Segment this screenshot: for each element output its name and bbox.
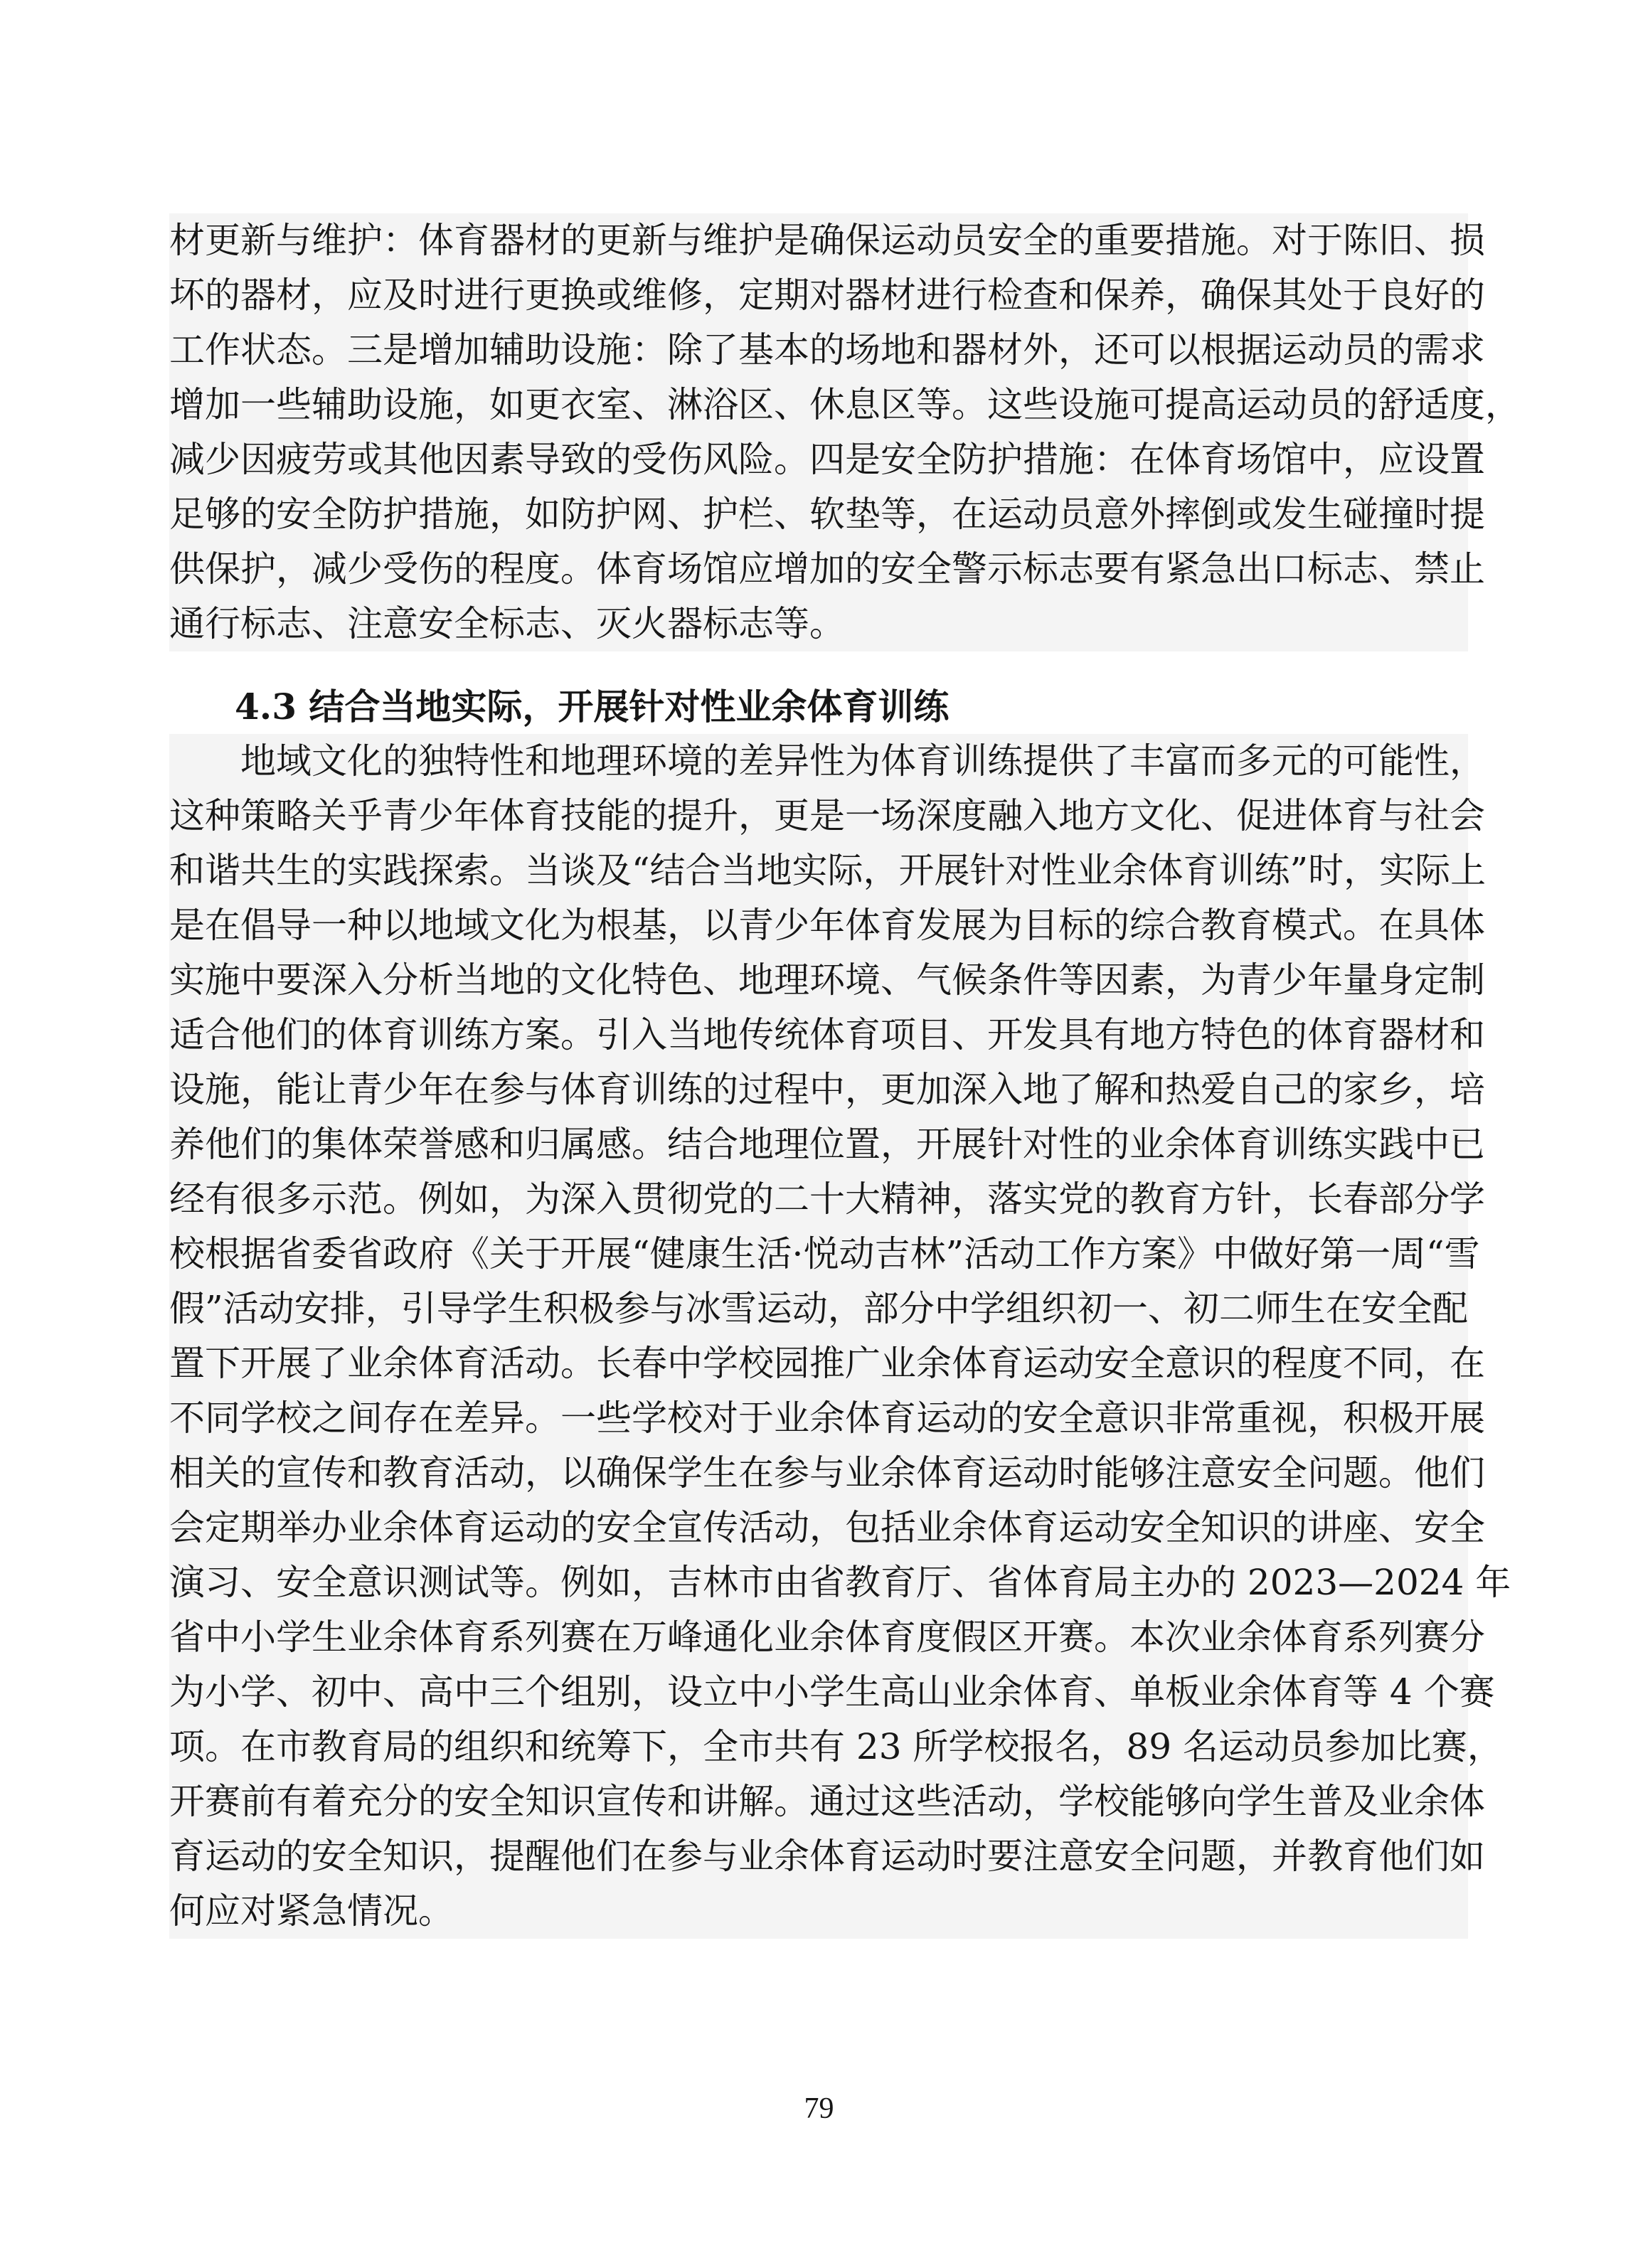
text-line: 育运动的安全知识，提醒他们在参与业余体育运动时要注意安全问题，并教育他们如: [169, 1836, 1485, 1877]
text-line: 置下开展了业余体育活动。长春中学校园推广业余体育运动安全意识的程度不同，在: [169, 1343, 1485, 1384]
text-line: 足够的安全防护措施，如防护网、护栏、软垫等，在运动员意外摔倒或发生碰撞时提: [169, 494, 1485, 535]
text-line: 是在倡导一种以地域文化为根基，以青少年体育发展为目标的综合教育模式。在具体: [169, 905, 1485, 946]
text-line: 经有很多示范。例如，为深入贯彻党的二十大精神，落实党的教育方针，长春部分学: [169, 1178, 1485, 1220]
text-line: 材更新与维护：体育器材的更新与维护是确保运动员安全的重要措施。对于陈旧、损: [169, 220, 1485, 261]
text-line: 不同学校之间存在差异。一些学校对于业余体育运动的安全意识非常重视，积极开展: [169, 1397, 1485, 1439]
text-line: 校根据省委省政府《关于开展“健康生活·悦动吉林”活动工作方案》中做好第一周“雪: [169, 1233, 1480, 1274]
text-line: 省中小学生业余体育系列赛在万峰通化业余体育度假区开赛。本次业余体育系列赛分: [169, 1617, 1485, 1658]
text-line: 工作状态。三是增加辅助设施：除了基本的场地和器材外，还可以根据运动员的需求: [169, 329, 1485, 371]
paragraph-venue-safety: [169, 213, 1521, 651]
text-line: 供保护，减少受伤的程度。体育场馆应增加的安全警示标志要有紧急出口标志、禁止: [169, 548, 1485, 590]
text-line: 项。在市教育局的组织和统筹下，全市共有 23 所学校报名，89 名运动员参加比赛，: [169, 1726, 1503, 1767]
text-line: 和谐共生的实践探索。当谈及“结合当地实际，开展针对性业余体育训练”时，实际上: [169, 850, 1487, 891]
text-line: 会定期举办业余体育运动的安全宣传活动，包括业余体育运动安全知识的讲座、安全: [169, 1507, 1485, 1548]
text-line: 实施中要深入分析当地的文化特色、地理环境、气候条件等因素，为青少年量身定制: [169, 959, 1485, 1001]
text-line: 开赛前有着充分的安全知识宣传和讲解。通过这些活动，学校能够向学生普及业余体: [169, 1781, 1485, 1822]
paragraph-local-training: [169, 734, 1511, 1939]
text-line: 这种策略关乎青少年体育技能的提升，更是一场深度融入地方文化、促进体育与社会: [169, 795, 1485, 836]
text-line: 适合他们的体育训练方案。引入当地传统体育项目、开发具有地方特色的体育器材和: [169, 1014, 1485, 1055]
text-line: 养他们的集体荣誉感和归属感。结合地理位置，开展针对性的业余体育训练实践中已: [169, 1124, 1485, 1165]
section-heading: 4.3 结合当地实际，开展针对性业余体育训练: [235, 686, 950, 728]
text-line: 设施，能让青少年在参与体育训练的过程中，更加深入地了解和热爱自己的家乡，培: [169, 1069, 1485, 1110]
text-line: 相关的宣传和教育活动，以确保学生在参与业余体育运动时能够注意安全问题。他们: [169, 1452, 1485, 1494]
text-line: 何应对紧急情况。: [169, 1890, 454, 1932]
page-number: 79: [804, 2092, 834, 2125]
text-line: 演习、安全意识测试等。例如，吉林市由省教育厅、省体育局主办的 2023—2024 年: [169, 1562, 1511, 1603]
text-line: 通行标志、注意安全标志、灭火器标志等。: [169, 603, 845, 644]
text-line: 增加一些辅助设施，如更衣室、淋浴区、休息区等。这些设施可提高运动员的舒适度，: [169, 384, 1521, 425]
text-line: 减少因疲劳或其他因素导致的受伤风险。四是安全防护措施：在体育场馆中，应设置: [169, 439, 1485, 480]
text-line: 为小学、初中、高中三个组别，设立中小学生高山业余体育、单板业余体育等 4 个赛: [169, 1671, 1495, 1713]
text-line: 地域文化的独特性和地理环境的差异性为体育训练提供了丰富而多元的可能性，: [169, 740, 1485, 782]
text-line: 坏的器材，应及时进行更换或维修，定期对器材进行检查和保养，确保其处于良好的: [169, 275, 1485, 316]
text-line: 假”活动安排，引导学生积极参与冰雪运动，部分中学组织初一、初二师生在安全配: [169, 1288, 1468, 1329]
